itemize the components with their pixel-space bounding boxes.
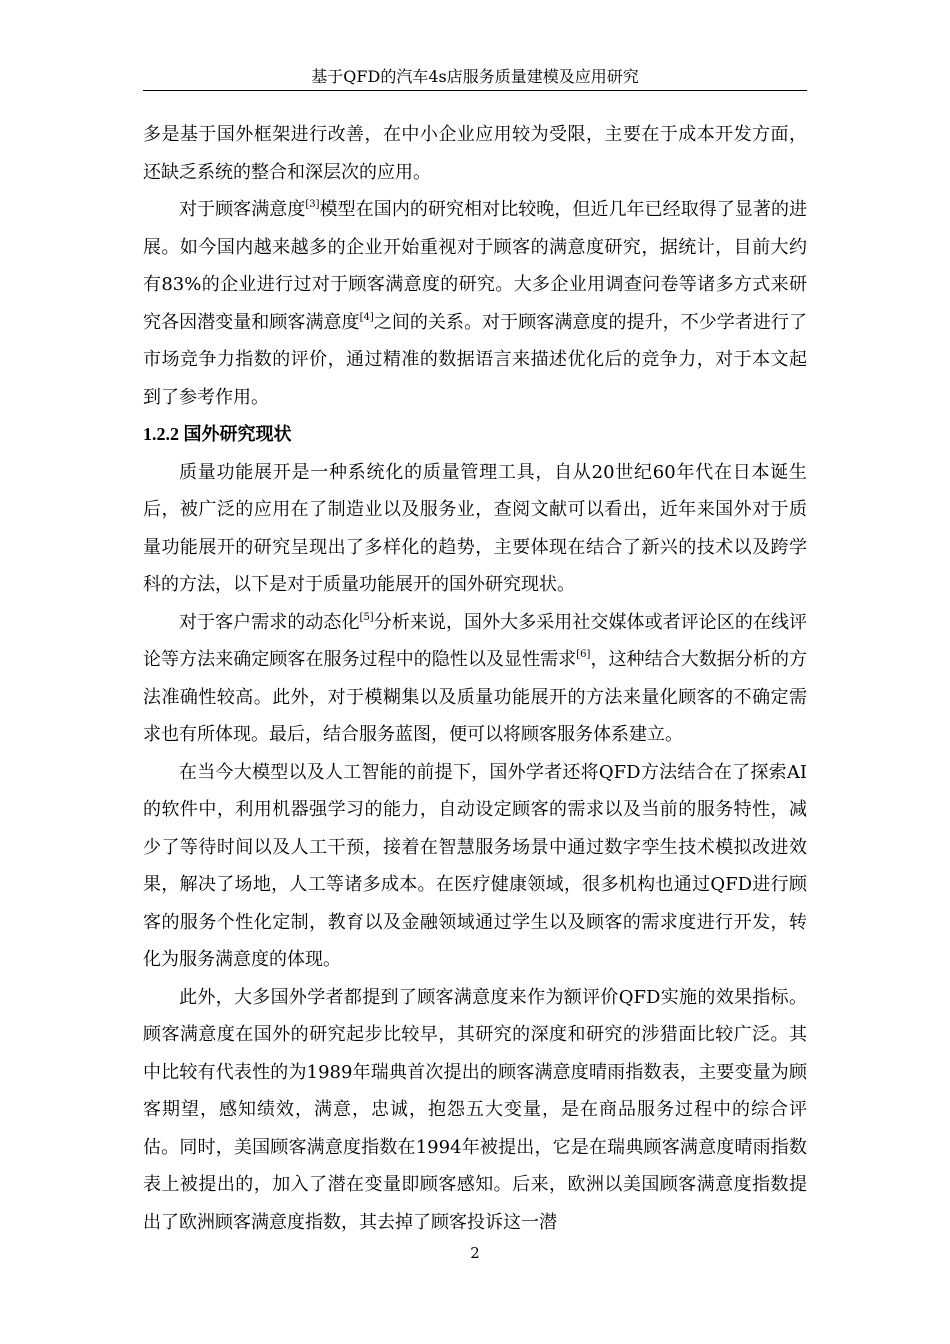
page-body (143, 116, 807, 1241)
paragraph-text: ，这种结合大数据分析的方法准确性较高。此外，对于模糊集以及质量功能展开的方法来量化顾客的不确定需求也有所体现。最后，结合服务蓝图，便可以将顾客服务体系建立。 (143, 649, 807, 745)
page-number: 2 (470, 1244, 480, 1262)
citation-4[interactable]: [4] (359, 311, 374, 323)
header-rule (143, 90, 807, 91)
paragraph-text: 对于客户需求的动态化 (179, 611, 360, 633)
paragraph-text: 模型在国内的研究相对比较晚，但近几年已经取得了显著的进展。如今国内越来越多的企业开始重视对于顾客的满意度研究，据统计，目前大约有83%的企业进行过对于顾客满意度的研究。大多企业用调查问卷等诸多方式来研究各因潜变量和顾客满意度 (143, 199, 808, 333)
paragraph-dynamic-demand (143, 604, 807, 754)
paragraph-text: 在当今大模型以及人工智能的前提下，国外学者还将QFD方法结合在了探索AI的软件中，利用机器强学习的能力，自动设定顾客的需求以及当前的服务特性，减少了等待时间以及人工干预，接着在智慧服务场景中通过数字孪生技术模拟改进效果，解决了场地，人工等诸多成本。在医疗健康领域，很多机构也通过QFD进行顾客的服务个性化定制，教育以及金融领域通过学生以及顾客的需求度进行开发，转化为服务满意度的体现。 (143, 761, 807, 970)
paragraph-qfd-intro (143, 454, 807, 604)
paragraph-text: 之间的关系。对于顾客满意度的提升，不少学者进行了市场竞争力指数的评价，通过精准的数据语言来描述优化后的竞争力，对于本文起到了参考作用。 (143, 311, 807, 408)
citation-3[interactable]: [3] (305, 199, 320, 210)
citation-6[interactable]: [6] (576, 649, 591, 660)
paragraph-ai-qfd (143, 754, 807, 979)
paragraph-text: 多是基于国外框架进行改善，在中小企业应用较为受限，主要在于成本开发方面，还缺乏系统的整合和深层次的应用。 (143, 124, 807, 183)
paragraph-csi-history (143, 979, 807, 1242)
section-heading: 1.2.2 国外研究现状 (143, 424, 292, 444)
paragraph-text: 对于顾客满意度 (179, 199, 306, 220)
paragraph-text: 分析来说，国外大多采用社交媒体或者评论区的在线评论等方法来确定顾客在服务过程中的隐性以及显性需求 (143, 611, 808, 670)
paragraph-continuation (143, 116, 807, 191)
paragraph-text: 此外，大多国外学者都提到了顾客满意度来作为额评价QFD实施的效果指标。顾客满意度在国外的研究起步比较早，其研究的深度和研究的涉猎面比较广泛。其中比较有代表性的为1989年瑞典首次提出的顾客满意度晴雨指数表，主要变量为顾客期望，感知绩效，满意，忠诚，抱怨五大变量，是在商品服务过程中的综合评估。同时，美国顾客满意度指数在1994年被提出，它是在瑞典顾客满意度晴雨指数表上被提出的，加入了潜在变量即顾客感知。后来，欧洲以美国顾客满意度指数提出了欧洲顾客满意度指数，其去掉了顾客投诉这一潜 (143, 986, 807, 1233)
citation-5[interactable]: [5] (359, 611, 374, 623)
paragraph-text: 质量功能展开是一种系统化的质量管理工具，自从20世纪60年代在日本诞生后，被广泛的应用在了制造业以及服务业，查阅文献可以看出，近年来国外对于质量功能展开的研究呈现出了多样化的趋势，主要体现在结合了新兴的技术以及跨学科的方法，以下是对于质量功能展开的国外研究现状。 (143, 461, 807, 595)
running-header: 基于QFD的汽车4s店服务质量建模及应用研究 (311, 67, 639, 86)
paragraph-domestic-csi (143, 191, 807, 416)
